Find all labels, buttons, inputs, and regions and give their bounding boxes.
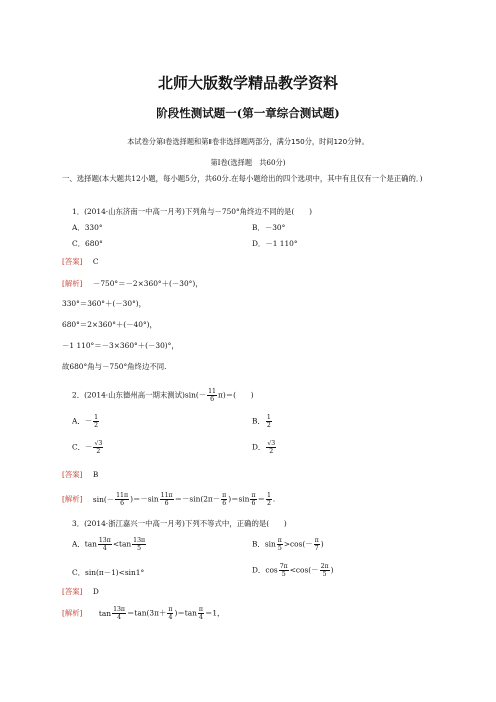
q1-analysis-line-1 bbox=[62, 279, 203, 289]
q1-option-b: B．－30° bbox=[252, 223, 286, 232]
q2-option-a: A．－ $\frac{1}{2}$ bbox=[72, 414, 99, 429]
fraction: $\frac{2\pi}{5}$ bbox=[320, 563, 329, 578]
q1-option-d: D．－1 110° bbox=[252, 239, 298, 248]
answer-tag: [答案] bbox=[62, 257, 83, 266]
q1-answer-value: C bbox=[92, 257, 99, 266]
fraction: $\frac{√3}{2}$ bbox=[267, 440, 276, 455]
q1-option-a: A．330° bbox=[72, 223, 103, 232]
fraction: $\frac{11}{6}$ bbox=[208, 388, 216, 403]
q2-option-b: B． $\frac{1}{2}$ bbox=[252, 414, 271, 429]
q1-analysis-line-3: 680°＝2×360°＋(－40°)， bbox=[62, 320, 157, 329]
fraction: $\frac{11\pi}{6}$ bbox=[160, 492, 173, 507]
answer-tag: [答案] bbox=[62, 587, 83, 596]
fraction: $\frac{13\pi}{5}$ bbox=[133, 537, 146, 552]
instructions: 一、选择题(本大题共12小题，每小题5分，共60分.在每小题给出的四个选项中，其中有且仅有一个是正确的．) bbox=[62, 174, 423, 183]
fraction: $\frac{\pi}{6}$ bbox=[251, 492, 256, 507]
analysis-tag: [解析] bbox=[62, 494, 83, 504]
fraction: $\frac{1}{2}$ bbox=[266, 492, 271, 507]
q2-option-c: C．－ $\frac{√3}{2}$ bbox=[72, 440, 103, 455]
test-intro: 本试卷分第Ⅰ卷选择题和第Ⅱ卷非选择题两部分，满分150分，时间120分钟。 bbox=[127, 137, 369, 146]
q1-answer bbox=[62, 257, 99, 267]
q2-option-d: D． $\frac{√3}{2}$ bbox=[252, 440, 276, 455]
analysis-tag: [解析] bbox=[62, 608, 83, 618]
fraction: $\frac{\pi}{7}$ bbox=[314, 537, 319, 552]
q2-analysis: [解析] sin(－ $\frac{11\pi}{6}$ )＝－sin $\frac{11\pi}{6}$ ＝－sin(2π－ $\frac{\pi}{6}$ )＝sin $\frac{\pi}{6}$ ＝ $\frac{1}{2}$ . bbox=[62, 492, 276, 507]
q3-answer-value: D bbox=[92, 587, 99, 596]
fraction: $\frac{11\pi}{6}$ bbox=[116, 492, 129, 507]
q3-option-a: A．tan $\frac{13\pi}{4}$ <tan $\frac{13\pi}{5}$ bbox=[72, 537, 146, 552]
q3-analysis: [解析] tan $\frac{13\pi}{4}$ ＝tan(3π＋ $\frac{\pi}{4}$ )＝tan $\frac{\pi}{4}$ ＝1， bbox=[62, 606, 225, 621]
fraction: $\frac{\pi}{6}$ bbox=[222, 492, 227, 507]
q1-stem: 1．(2014·山东济南一中高一月考)下列角与－750°角终边不同的是( ) bbox=[72, 207, 312, 216]
test-subtitle: 阶段性测试题一(第一章综合测试题) bbox=[156, 106, 340, 120]
q3-option-b: B．sin $\frac{\pi}{5}$ >cos(－ $\frac{\pi}{7}$ ) bbox=[252, 537, 324, 552]
q1-option-c: C．680° bbox=[72, 239, 103, 248]
document-title: 北师大版数学精品教学资料 bbox=[157, 74, 338, 92]
q3-option-d: D．cos $\frac{7\pi}{5}$ <cos(－ $\frac{2\pi}{5}$ ) bbox=[252, 563, 334, 578]
fraction: $\frac{13\pi}{4}$ bbox=[98, 537, 111, 552]
q3-stem: 3．(2014·浙江嘉兴一中高一月考)下列不等式中，正确的是( ) bbox=[72, 519, 287, 528]
q1-analysis-line-5: 故680°角与－750°角终边不同. bbox=[62, 362, 167, 371]
fraction: $\frac{13\pi}{4}$ bbox=[113, 606, 126, 621]
fraction: $\frac{\pi}{5}$ bbox=[277, 537, 282, 552]
fraction: $\frac{7\pi}{5}$ bbox=[279, 563, 288, 578]
fraction: $\frac{1}{2}$ bbox=[94, 414, 99, 429]
q1-solution-text: －750°＝－2×360°＋(－30°)， bbox=[92, 279, 203, 288]
fraction: $\frac{\pi}{4}$ bbox=[168, 606, 173, 621]
q1-analysis-line-2: 330°＝360°＋(－30°)， bbox=[62, 299, 147, 308]
fraction: $\frac{\pi}{4}$ bbox=[198, 606, 203, 621]
q3-option-c: C．sin(π－1)<sin1° bbox=[72, 568, 145, 577]
section-heading: 第Ⅰ卷(选择题 共60分) bbox=[210, 158, 286, 167]
q3-answer bbox=[62, 587, 99, 597]
q2-answer bbox=[62, 470, 98, 480]
fraction: $\frac{1}{2}$ bbox=[266, 414, 271, 429]
q2-stem: 2．(2014·山东德州高一期末测试)sin(－ $\frac{11}{6}$ π)＝( ) bbox=[72, 388, 254, 403]
answer-tag: [答案] bbox=[62, 470, 83, 479]
q2-answer-value: B bbox=[92, 470, 99, 479]
analysis-tag: [解析] bbox=[62, 279, 83, 288]
fraction: $\frac{√3}{2}$ bbox=[94, 440, 103, 455]
q1-analysis-line-4: －1 110°＝－3×360°＋(－30)°， bbox=[62, 341, 179, 350]
